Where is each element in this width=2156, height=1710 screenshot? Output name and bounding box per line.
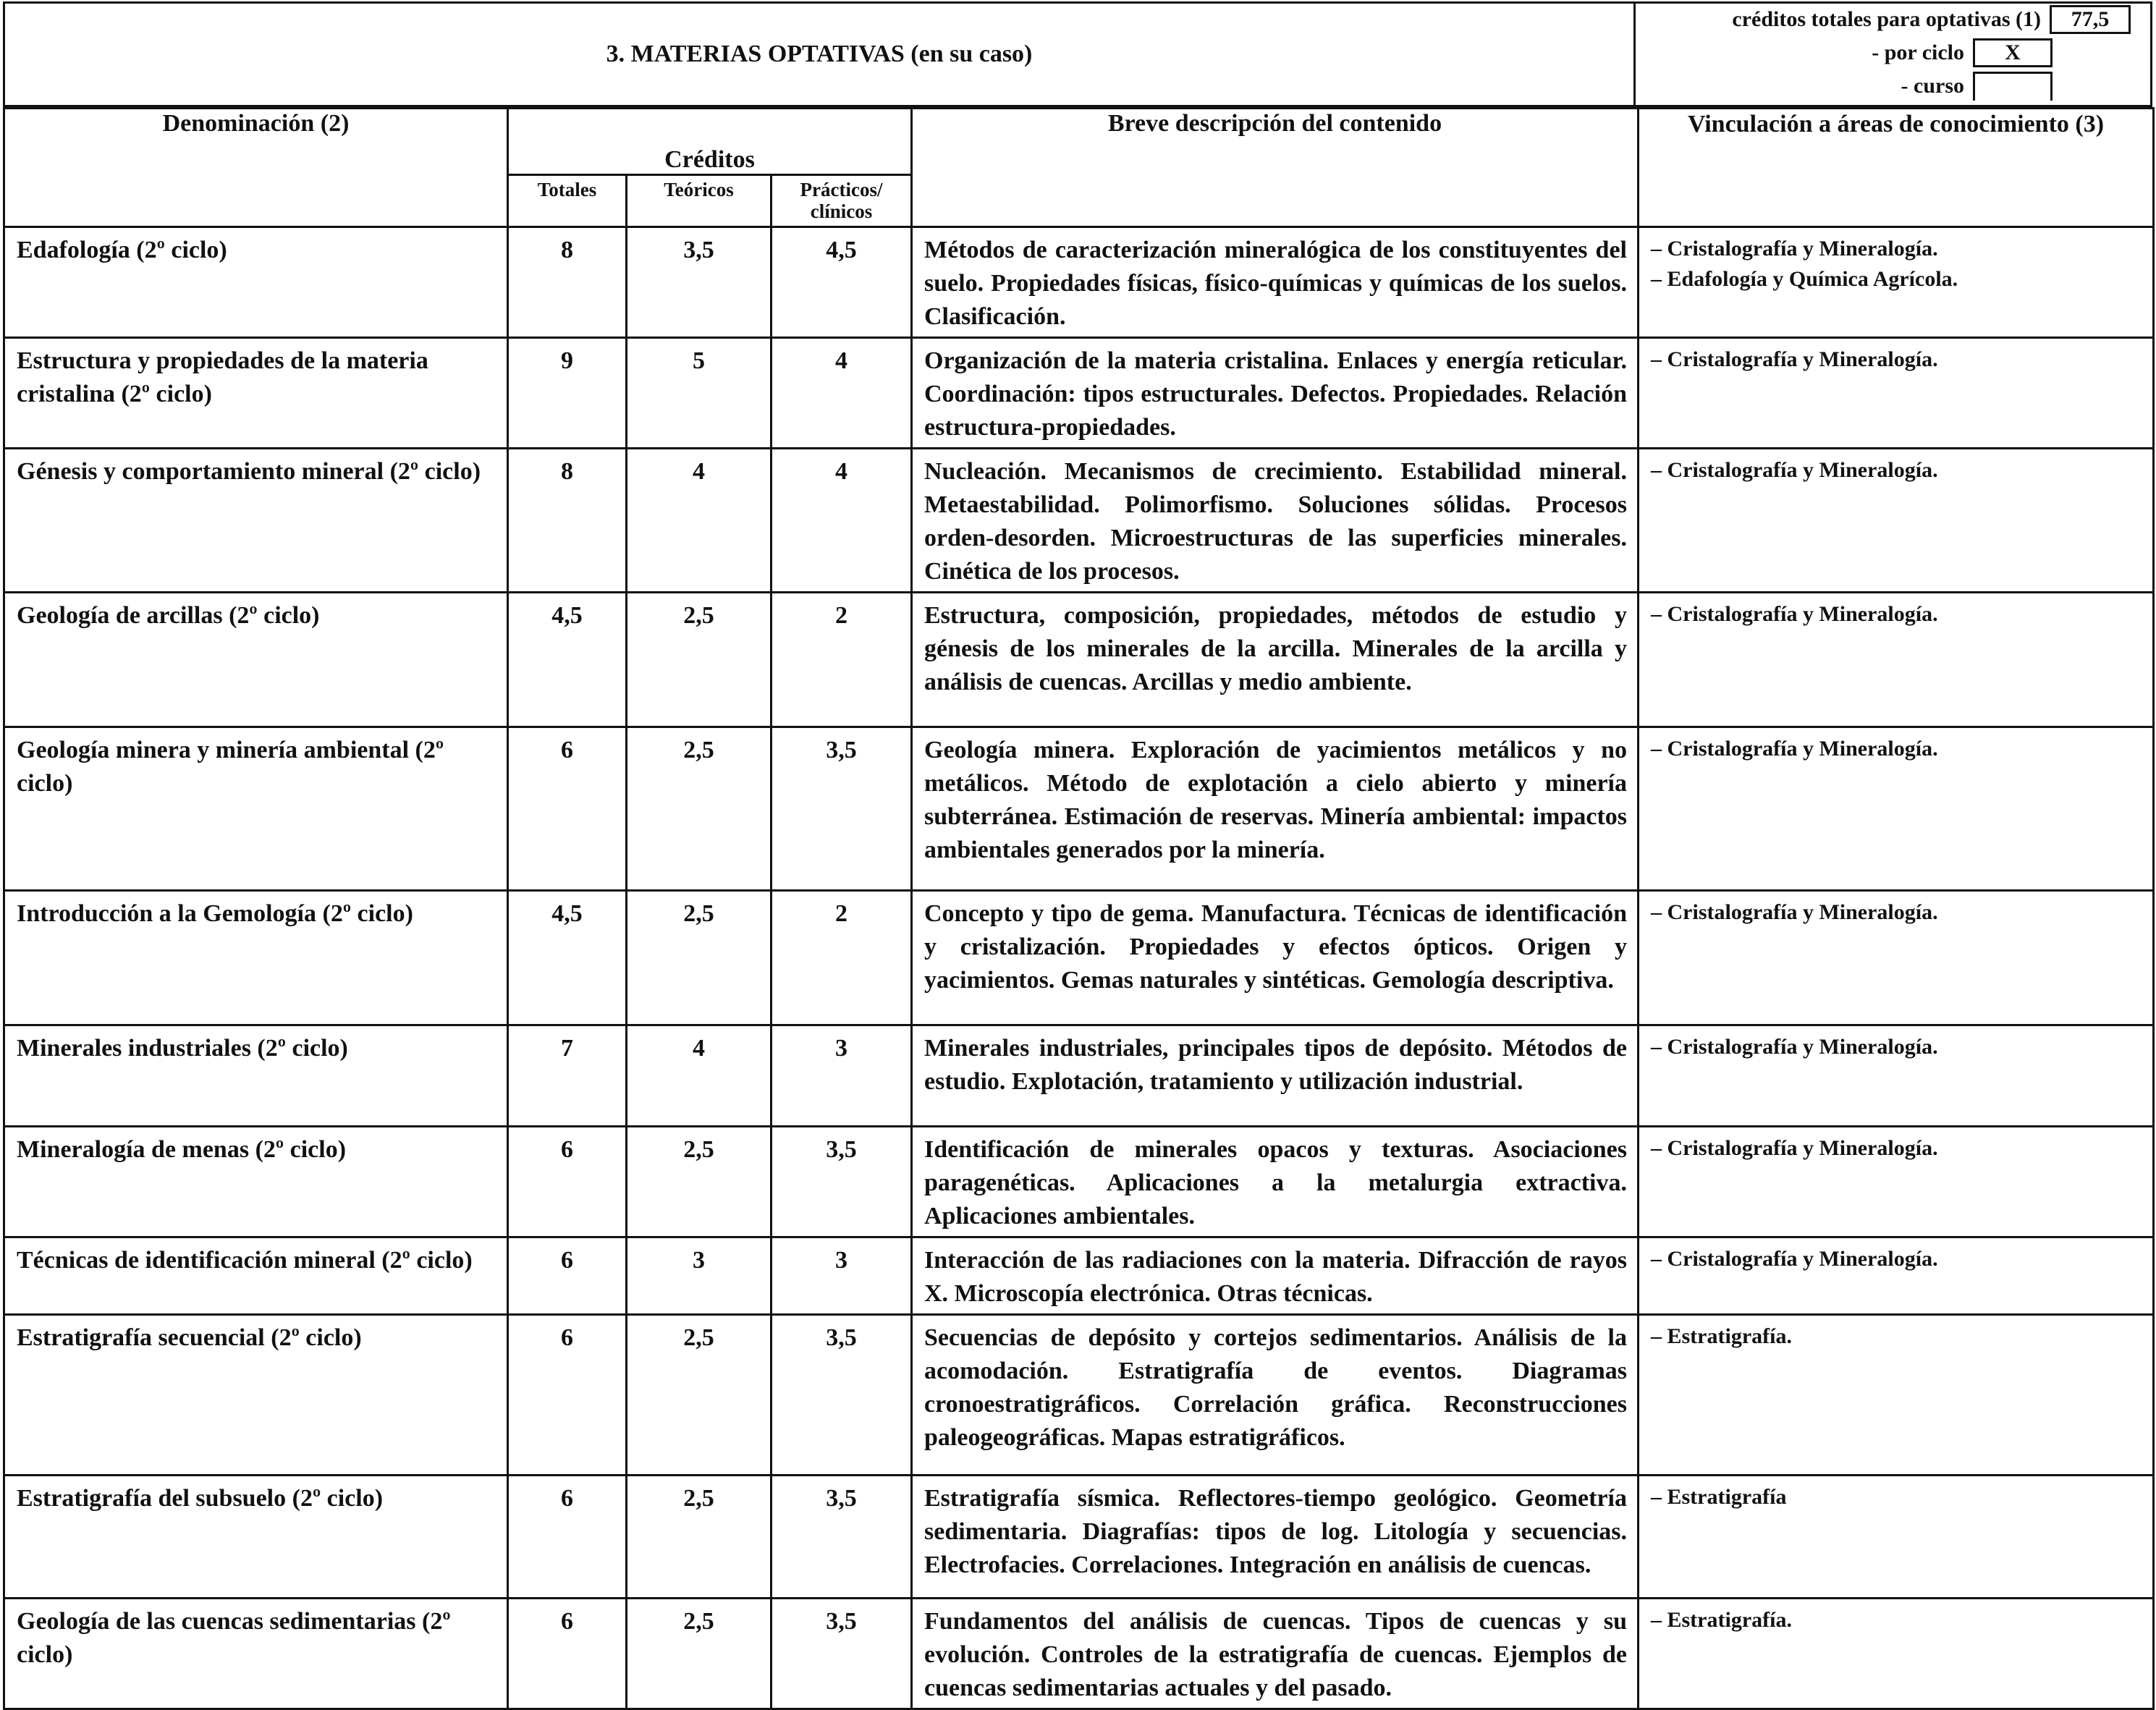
subject-name: Minerales industriales (2º ciclo) bbox=[4, 1025, 508, 1127]
credits-theory: 2,5 bbox=[627, 1599, 771, 1709]
credits-theory: 2,5 bbox=[627, 1476, 771, 1599]
knowledge-area-item: – Estratigrafía bbox=[1651, 1482, 2145, 1512]
credits-total-value: 77,5 bbox=[2050, 5, 2131, 34]
table-row bbox=[4, 1476, 2154, 1599]
col-creditos: Créditos bbox=[508, 109, 912, 175]
per-cycle-row bbox=[1872, 37, 2053, 69]
knowledge-area-item: – Cristalografía y Mineralogía. bbox=[1651, 734, 2145, 764]
credits-theory: 5 bbox=[627, 338, 771, 449]
credits-total: 6 bbox=[508, 1599, 627, 1709]
credits-theory: 2,5 bbox=[627, 891, 771, 1025]
knowledge-area-item: – Cristalografía y Mineralogía. bbox=[1651, 344, 2145, 375]
knowledge-areas bbox=[1639, 593, 2154, 727]
knowledge-areas bbox=[1639, 891, 2154, 1025]
knowledge-area-item: – Cristalografía y Mineralogía. bbox=[1651, 1133, 2145, 1164]
knowledge-areas bbox=[1639, 449, 2154, 593]
knowledge-areas bbox=[1639, 1237, 2154, 1315]
col-denominacion: Denominación (2) bbox=[4, 109, 508, 227]
credits-total: 7 bbox=[508, 1025, 627, 1127]
knowledge-areas bbox=[1639, 1599, 2154, 1709]
knowledge-area-item: – Estratigrafía. bbox=[1651, 1321, 2145, 1352]
credits-practice: 3 bbox=[771, 1237, 912, 1315]
per-cycle-label: - por ciclo bbox=[1872, 41, 1964, 64]
knowledge-areas bbox=[1639, 227, 2154, 338]
table-row bbox=[4, 1127, 2154, 1237]
subject-name: Edafología (2º ciclo) bbox=[4, 227, 508, 338]
credits-practice: 3,5 bbox=[771, 727, 912, 891]
subject-description: Secuencias de depósito y cortejos sedimentarios. Análisis de la acomodación. Estratigrafía de eventos. Diagramas cronoestratigráficos. Correlación gráfica. Reconstrucciones paleogeográficas. Mapas estratigráficos. bbox=[912, 1315, 1639, 1476]
subject-name: Técnicas de identificación mineral (2º ciclo) bbox=[4, 1237, 508, 1315]
course-label: - curso bbox=[1901, 74, 1964, 98]
course-value bbox=[1973, 72, 2053, 101]
subject-description: Interacción de las radiaciones con la materia. Difracción de rayos X. Microscopía electrónica. Otras técnicas. bbox=[912, 1237, 1639, 1315]
knowledge-area-item: – Cristalografía y Mineralogía. bbox=[1651, 1244, 2145, 1274]
knowledge-areas bbox=[1639, 1476, 2154, 1599]
table-body bbox=[4, 227, 2154, 1709]
credits-practice: 3,5 bbox=[771, 1315, 912, 1476]
knowledge-areas bbox=[1639, 1127, 2154, 1237]
subject-name: Estratigrafía del subsuelo (2º ciclo) bbox=[4, 1476, 508, 1599]
subject-description: Fundamentos del análisis de cuencas. Tipos de cuencas y su evolución. Controles de la estratigrafía de cuencas. Ejemplos de cuencas sedimentarias actuales y del pasado. bbox=[912, 1599, 1639, 1709]
subject-name: Geología de las cuencas sedimentarias (2º ciclo) bbox=[4, 1599, 508, 1709]
knowledge-area-item: – Cristalografía y Mineralogía. bbox=[1651, 599, 2145, 630]
table-row bbox=[4, 1237, 2154, 1315]
credits-practice: 3,5 bbox=[771, 1476, 912, 1599]
subject-description: Métodos de caracterización mineralógica de los constituyentes del suelo. Propiedades físicas, físico-químicas y químicas de los suelos. Clasificación. bbox=[912, 227, 1639, 338]
knowledge-areas bbox=[1639, 1315, 2154, 1476]
table-row bbox=[4, 227, 2154, 338]
subject-description: Concepto y tipo de gema. Manufactura. Técnicas de identificación y cristalización. Propiedades y efectos ópticos. Origen y yacimientos. Gemas naturales y sintéticas. Gemología descriptiva. bbox=[912, 891, 1639, 1025]
credits-total: 9 bbox=[508, 338, 627, 449]
credits-theory: 2,5 bbox=[627, 593, 771, 727]
credits-theory: 2,5 bbox=[627, 1315, 771, 1476]
credits-theory: 2,5 bbox=[627, 1127, 771, 1237]
optional-subjects-table bbox=[3, 107, 2155, 1710]
credits-practice: 3,5 bbox=[771, 1127, 912, 1237]
subject-description: Minerales industriales, principales tipos de depósito. Métodos de estudio. Explotación, tratamiento y utilización industrial. bbox=[912, 1025, 1639, 1127]
document-page bbox=[3, 1, 2152, 107]
knowledge-areas bbox=[1639, 727, 2154, 891]
per-cycle-value: X bbox=[1973, 38, 2053, 67]
credits-total: 6 bbox=[508, 1476, 627, 1599]
knowledge-area-item: – Cristalografía y Mineralogía. bbox=[1651, 897, 2145, 928]
knowledge-areas bbox=[1639, 1025, 2154, 1127]
knowledge-area-item: – Cristalografía y Mineralogía. bbox=[1651, 455, 2145, 486]
col-vinculacion: Vinculación a áreas de conocimiento (3) bbox=[1639, 109, 2154, 227]
table-row bbox=[4, 1315, 2154, 1476]
section-title: 3. MATERIAS OPTATIVAS (en su caso) bbox=[606, 41, 1033, 67]
subject-description: Organización de la materia cristalina. Enlaces y energía reticular. Coordinación: tipos estructurales. Defectos. Propiedades. Relación estructura-propiedades. bbox=[912, 338, 1639, 449]
credits-theory: 4 bbox=[627, 1025, 771, 1127]
subject-description: Nucleación. Mecanismos de crecimiento. Estabilidad mineral. Metaestabilidad. Polimorfismo. Soluciones sólidas. Procesos orden-desorden. Microestructuras de las superficies minerales. Cinética de los procesos. bbox=[912, 449, 1639, 593]
col-totales: Totales bbox=[508, 175, 627, 227]
credits-total-row bbox=[1732, 4, 2152, 35]
credits-practice: 4 bbox=[771, 449, 912, 593]
table-row bbox=[4, 891, 2154, 1025]
credits-total-label: créditos totales para optativas (1) bbox=[1732, 7, 2041, 31]
table-row bbox=[4, 727, 2154, 891]
credits-theory: 3,5 bbox=[627, 227, 771, 338]
subject-name: Estructura y propiedades de la materia cristalina (2º ciclo) bbox=[4, 338, 508, 449]
credits-total: 8 bbox=[508, 449, 627, 593]
table-row bbox=[4, 1025, 2154, 1127]
knowledge-area-item: – Cristalografía y Mineralogía. bbox=[1651, 234, 2145, 264]
subject-description: Estructura, composición, propiedades, métodos de estudio y génesis de los minerales de la arcilla. Minerales de la arcilla y análisis de cuencas. Arcillas y medio ambiente. bbox=[912, 593, 1639, 727]
col-teoricos: Teóricos bbox=[627, 175, 771, 227]
table-row bbox=[4, 449, 2154, 593]
credits-total: 6 bbox=[508, 727, 627, 891]
table-row bbox=[4, 338, 2154, 449]
course-row bbox=[1901, 70, 2053, 102]
subject-name: Geología de arcillas (2º ciclo) bbox=[4, 593, 508, 727]
table-row bbox=[4, 593, 2154, 727]
table-row bbox=[4, 1599, 2154, 1709]
credits-total: 6 bbox=[508, 1237, 627, 1315]
col-descripcion: Breve descripción del contenido bbox=[912, 109, 1639, 227]
credits-practice: 2 bbox=[771, 593, 912, 727]
col-practicos: Prácticos/ clínicos bbox=[771, 175, 912, 227]
knowledge-area-item: – Estratigrafía. bbox=[1651, 1605, 2145, 1635]
credits-practice: 4,5 bbox=[771, 227, 912, 338]
credits-theory: 4 bbox=[627, 449, 771, 593]
subject-name: Geología minera y minería ambiental (2º ciclo) bbox=[4, 727, 508, 891]
subject-description: Identificación de minerales opacos y texturas. Asociaciones paragenéticas. Aplicaciones a la metalurgia extractiva. Aplicaciones ambientales. bbox=[912, 1127, 1639, 1237]
subject-name: Mineralogía de menas (2º ciclo) bbox=[4, 1127, 508, 1237]
credits-total: 4,5 bbox=[508, 593, 627, 727]
subject-name: Estratigrafía secuencial (2º ciclo) bbox=[4, 1315, 508, 1476]
knowledge-area-item: – Cristalografía y Mineralogía. bbox=[1651, 1032, 2145, 1062]
credits-summary bbox=[1633, 4, 2152, 105]
credits-total: 6 bbox=[508, 1315, 627, 1476]
credits-theory: 3 bbox=[627, 1237, 771, 1315]
subject-name: Génesis y comportamiento mineral (2º ciclo) bbox=[4, 449, 508, 593]
subject-description: Estratigrafía sísmica. Reflectores-tiempo geológico. Geometría sedimentaria. Diagrafías: tipos de log. Litología y secuencias. Electrofacies. Correlaciones. Integración en análisis de cuencas. bbox=[912, 1476, 1639, 1599]
credits-total: 8 bbox=[508, 227, 627, 338]
knowledge-areas bbox=[1639, 338, 2154, 449]
section-header bbox=[3, 1, 2152, 107]
credits-total: 6 bbox=[508, 1127, 627, 1237]
knowledge-area-item: – Edafología y Química Agrícola. bbox=[1651, 264, 2145, 295]
credits-total: 4,5 bbox=[508, 891, 627, 1025]
credits-practice: 3 bbox=[771, 1025, 912, 1127]
subject-description: Geología minera. Exploración de yacimientos metálicos y no metálicos. Método de explotación a cielo abierto y minería subterránea. Estimación de reservas. Minería ambiental: impactos ambientales generados por la minería. bbox=[912, 727, 1639, 891]
credits-practice: 3,5 bbox=[771, 1599, 912, 1709]
credits-practice: 4 bbox=[771, 338, 912, 449]
credits-theory: 2,5 bbox=[627, 727, 771, 891]
subject-name: Introducción a la Gemología (2º ciclo) bbox=[4, 891, 508, 1025]
credits-practice: 2 bbox=[771, 891, 912, 1025]
